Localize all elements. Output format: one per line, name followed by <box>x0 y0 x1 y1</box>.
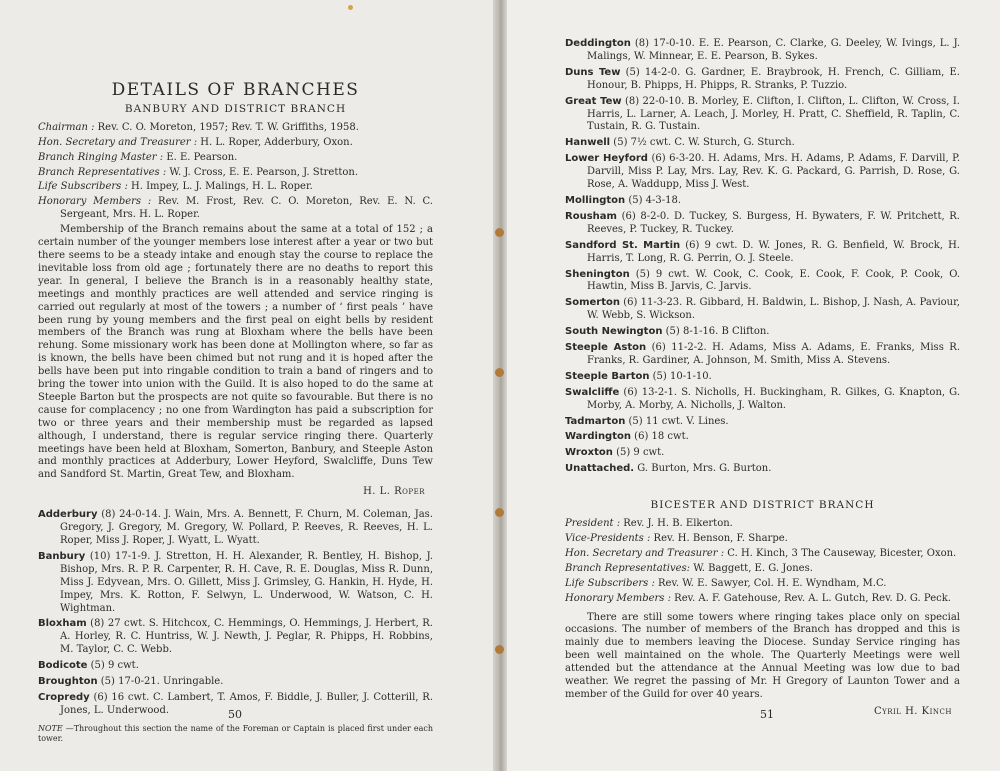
officer-entry <box>38 122 433 135</box>
officer-names: E. E. Pearson. <box>163 151 238 163</box>
tower-detail: (6) 8-2-0. D. Tuckey, S. Burgess, H. Bywaters, F. W. Pritchett, R. Reeves, P. Tuckey, R. Tuckey. <box>587 210 960 235</box>
officer-entry <box>38 152 433 165</box>
footnote <box>38 724 433 744</box>
officer-entry <box>565 548 960 561</box>
tower-entry <box>565 371 960 384</box>
tower-detail: (5) 4-3-18. <box>625 194 682 206</box>
officer-names: Rev. M. Frost, Rev. C. O. Moreton, Rev. E. N. C. Sergeant, Mrs. H. L. Roper. <box>60 196 433 221</box>
tower-detail: (5) 9 cwt. W. Cook, C. Cook, E. Cook, F. Cook, P. Cook, O. Hawtin, Miss B. Jarvis, C. Jarvis. <box>587 268 960 293</box>
officer-names: Rev. J. H. B. Elkerton. <box>620 518 733 530</box>
tower-name: Tadmarton <box>565 415 626 427</box>
officer-role: President : <box>565 518 621 530</box>
tower-detail: (8) 27 cwt. S. Hitchcox, C. Hemmings, O. Hemmings, J. Herbert, R. A. Horley, R. C. Huntriss, W. J. Newth, J. Peglar, R. Phipps, H. Robbins, M. Taylor, C. C. Webb. <box>60 618 433 656</box>
officer-entry <box>38 181 433 194</box>
tower-detail: (6) 9 cwt. D. W. Jones, R. G. Benfield, W. Brock, H. Harris, T. Long, R. G. Perrin, O. J. Steele. <box>587 239 960 264</box>
tower-entry <box>565 387 960 413</box>
tower-detail: (8) 22-0-10. B. Morley, E. Clifton, I. Clifton, L. Clifton, W. Cross, I. Harris, L. Larner, A. Leach, J. Morley, H. Pratt, C. Sheffield, R. Taplin, C. Tustain, R. G. Tustain. <box>587 95 960 133</box>
officer-role: Honorary Members : <box>565 592 671 604</box>
tower-name: Steeple Barton <box>565 370 650 382</box>
officer-entry <box>565 578 960 591</box>
tower-detail: (10) 17-1-9. J. Stretton, H. H. Alexander, R. Bentley, H. Bishop, J. Bishop, Mrs. R. P. R. Carpenter, R. H. Cave, R. E. Douglas, Miss R. Dunn, Miss J. Edyvean, Mrs. O. Gillett, Miss J. Grimsley, G. Hankin, H. Hyde, H. Impey, Mrs. K. Rotton, F. Selwyn, L. Underwood, W. Watson, C. H. Wightman. <box>60 550 433 614</box>
tower-detail: (5) 14-2-0. G. Gardner, E. Braybrook, H. French, C. Gilliam, E. Honour, B. Phipps, H. Phipps, R. Stranks, P. Tuzzio. <box>587 66 960 91</box>
officers-list <box>565 518 960 605</box>
ink-spot <box>348 5 353 10</box>
officer-role: Hon. Secretary and Treasurer : <box>38 136 198 148</box>
tower-entry <box>38 551 433 616</box>
officers-list <box>38 122 433 222</box>
tower-name: Duns Tew <box>565 66 621 78</box>
tower-name: Deddington <box>565 38 631 49</box>
report-signature: Cyril H. Kinch <box>873 705 952 717</box>
tower-detail: (8) 17-0-10. E. E. Pearson, C. Clarke, G. Deeley, W. Ivings, L. J. Malings, W. Minnear, E. E. Pearson, B. Sykes. <box>587 38 960 62</box>
tower-entry <box>565 463 960 476</box>
officer-names: Rev. A. F. Gatehouse, Rev. A. L. Gutch, Rev. D. G. Peck. <box>670 592 951 604</box>
tower-name: South Newington <box>565 326 663 338</box>
tower-name: Hanwell <box>565 137 611 149</box>
tower-name: Swalcliffe <box>565 386 620 398</box>
officer-role: Branch Ringing Master : <box>38 151 164 163</box>
tower-entry <box>565 269 960 295</box>
tower-name: Lower Heyford <box>565 153 648 165</box>
tower-entry <box>565 342 960 368</box>
officer-role: Vice-Presidents : <box>565 533 651 544</box>
tower-detail: (5) 9 cwt. <box>87 660 139 672</box>
officer-entry <box>38 137 433 150</box>
tower-name: Sandford St. Martin <box>565 239 681 251</box>
tower-entry <box>565 195 960 208</box>
tower-detail: (6) 18 cwt. <box>631 431 689 443</box>
section-title: DETAILS OF BRANCHES <box>111 80 360 100</box>
staple <box>495 645 504 654</box>
report-signature: H. L. Roper <box>363 486 425 498</box>
officer-names: Rev. H. Benson, F. Sharpe. <box>650 533 788 544</box>
tower-entry <box>565 96 960 135</box>
branch-heading: BANBURY AND DISTRICT BRANCH <box>124 102 347 115</box>
tower-entry <box>38 509 433 548</box>
staple <box>495 368 504 377</box>
tower-name: Mollington <box>565 194 626 206</box>
tower-detail: (6) 11-3-23. R. Gibbard, H. Baldwin, L. Bishop, J. Nash, A. Paviour, W. Webb, S. Wickson. <box>587 297 960 322</box>
officer-role: Branch Representatives : <box>38 166 167 178</box>
officer-entry <box>38 196 433 222</box>
tower-detail: (6) 11-2-2. H. Adams, Miss A. Adams, E. Franks, Miss R. Franks, R. Gardiner, A. Johnson, M. Smith, Miss A. Stevens. <box>587 342 961 366</box>
branch-heading: BICESTER AND DISTRICT BRANCH <box>650 499 875 512</box>
staple <box>495 228 504 237</box>
tower-detail: (6) 13-2-1. S. Nicholls, H. Buckingham, R. Gilkes, G. Knapton, G. Morby, A. Morby, A. Nicholls, J. Walton. <box>587 386 960 411</box>
tower-entry <box>565 447 960 460</box>
tower-name: Unattached. <box>565 463 635 475</box>
tower-list <box>565 38 960 476</box>
tower-list <box>38 509 433 718</box>
book-gutter <box>493 0 507 771</box>
officer-names: Rev. W. E. Sawyer, Col. H. E. Wyndham, M.C. <box>654 577 887 589</box>
tower-name: Cropredy <box>38 691 90 703</box>
tower-name: Wroxton <box>565 447 613 459</box>
officer-names: Rev. C. O. Moreton, 1957; Rev. T. W. Griffiths, 1958. <box>94 121 359 133</box>
tower-detail: (6) 16 cwt. C. Lambert, T. Amos, F. Biddle, J. Buller, J. Cotterill, R. Jones, L. Underwood. <box>60 691 433 716</box>
officer-role: Chairman : <box>38 121 95 133</box>
officer-role: Life Subscribers : <box>38 181 128 193</box>
branch-report: There are still some towers where ringing takes place only on special occasions. The number of members of the Branch has dropped and this is mainly due to members leaving the Diocese. Sunday Service ringing has been well maintained on the whole. The Quarterly Meetings were well attended but the attendance at the Annual Meeting was low due to bad weather. We regret the passing of Mr. H Gregory of Launton Tower and a member of the Guild for over 40 years. <box>565 611 960 700</box>
officer-names: W. J. Cross, E. E. Pearson, J. Stretton. <box>166 166 359 178</box>
tower-detail: G. Burton, Mrs. G. Burton. <box>634 463 772 475</box>
footnote-text: —Throughout this section the name of the Foreman or Captain is placed first under each tower. <box>38 723 433 743</box>
tower-detail: (5) 9 cwt. <box>612 447 665 459</box>
left-page-content <box>38 80 433 752</box>
tower-name: Somerton <box>565 297 620 309</box>
page-number-right: 51 <box>760 708 774 721</box>
officer-entry <box>38 167 433 180</box>
officer-names: H. Impey, L. J. Malings, H. L. Roper. <box>127 181 313 193</box>
officer-entry <box>565 563 960 576</box>
tower-entry <box>38 676 433 689</box>
section-spacer <box>565 479 960 499</box>
branch-report: Membership of the Branch remains about the same at a total of 152 ; a certain number of the younger members lose interest after a year or two but there seems to be a steady intake and enough stay the course to replace the inevitable loss from old age ; fortunately there are no deaths to report this year. In general, I believe the Branch is in a reasonably healthy state, meetings and monthly practices are well attended and service ringing is carried out regularly at most of the towers ; a number of ‘ first peals ’ have been rung by young members and the first peal on eight bells by resident members of the Branch was rung at Bloxham where the bells have been rehung. Some missionary work has been done at Mollington where, so far as is known, the bells have been chimed but not rung and it is hoped after the bells have been put into ringable condition to train a band of ringers and to bring the tower into union with the Guild. It is also hoped to do the same at Steeple Barton but the prospects are not quite so favourable. But there is no cause for complacency ; no one from Wardington has paid a subscription for two or three years and their membership must be regarded as lapsed although, I understand, there is regular service ringing there. Quarterly meetings have been held at Bloxham, Somerton, Banbury, and Steeple Aston and monthly practices at Adderbury, Lower Heyford, Swalcliffe, Duns Tew and Sandford St. Martin, Great Tew, and Bloxham. <box>38 224 433 481</box>
tower-name: Bodicote <box>38 660 88 672</box>
tower-name: Adderbury <box>38 509 98 521</box>
staple <box>495 508 504 517</box>
officer-names: W. Baggett, E. G. Jones. <box>690 562 813 574</box>
tower-entry <box>565 240 960 266</box>
tower-entry <box>38 618 433 657</box>
tower-detail: (5) 10-1-10. <box>649 370 712 382</box>
tower-name: Wardington <box>565 431 631 443</box>
page-number-left: 50 <box>228 708 242 721</box>
tower-entry <box>565 38 960 64</box>
tower-entry <box>565 416 960 429</box>
tower-detail: (5) 17-0-21. Unringable. <box>97 676 224 688</box>
tower-entry <box>565 431 960 444</box>
tower-detail: (5) 8-1-16. B Clifton. <box>662 326 770 338</box>
tower-name: Great Tew <box>565 95 622 107</box>
right-page-content <box>565 38 960 729</box>
tower-entry <box>38 660 433 673</box>
tower-name: Broughton <box>38 676 98 688</box>
tower-name: Banbury <box>38 550 86 562</box>
tower-detail: (5) 11 cwt. V. Lines. <box>625 415 729 427</box>
tower-entry <box>565 137 960 150</box>
tower-entry <box>565 67 960 93</box>
tower-entry <box>565 326 960 339</box>
officer-role: Hon. Secretary and Treasurer : <box>565 547 725 559</box>
officer-names: C. H. Kinch, 3 The Causeway, Bicester, Oxon. <box>724 547 957 559</box>
officer-entry <box>565 593 960 606</box>
tower-name: Rousham <box>565 210 617 222</box>
tower-entry <box>565 153 960 192</box>
officer-role: Life Subscribers : <box>565 577 655 589</box>
tower-entry <box>565 297 960 323</box>
tower-detail: (5) 7½ cwt. C. W. Sturch, G. Sturch. <box>610 137 795 149</box>
officer-role: Branch Representatives: <box>565 562 691 574</box>
officer-role: Honorary Members : <box>38 196 152 208</box>
officer-names: H. L. Roper, Adderbury, Oxon. <box>197 136 353 148</box>
tower-name: Shenington <box>565 268 630 280</box>
tower-detail: (6) 6-3-20. H. Adams, Mrs. H. Adams, P. Adams, F. Darvill, P. Darvill, Miss P. Lay, Mrs. Lay, Rev. K. G. Packard, G. Parrish, D. Rose, G. Rose, A. Waddupp, Miss J. West. <box>587 153 961 191</box>
tower-entry <box>565 211 960 237</box>
officer-entry <box>565 518 960 531</box>
tower-detail: (8) 24-0-14. J. Wain, Mrs. A. Bennett, F. Churn, M. Coleman, Jas. Gregory, J. Gregory, M. Gregory, W. Pollard, P. Reeves, R. Reeves, H. L. Roper, Miss J. Roper, J. Wyatt, L. Wyatt. <box>60 509 433 546</box>
officer-entry <box>565 533 960 546</box>
footnote-label: NOTE <box>38 723 63 733</box>
tower-name: Bloxham <box>38 618 87 630</box>
tower-name: Steeple Aston <box>565 342 647 354</box>
